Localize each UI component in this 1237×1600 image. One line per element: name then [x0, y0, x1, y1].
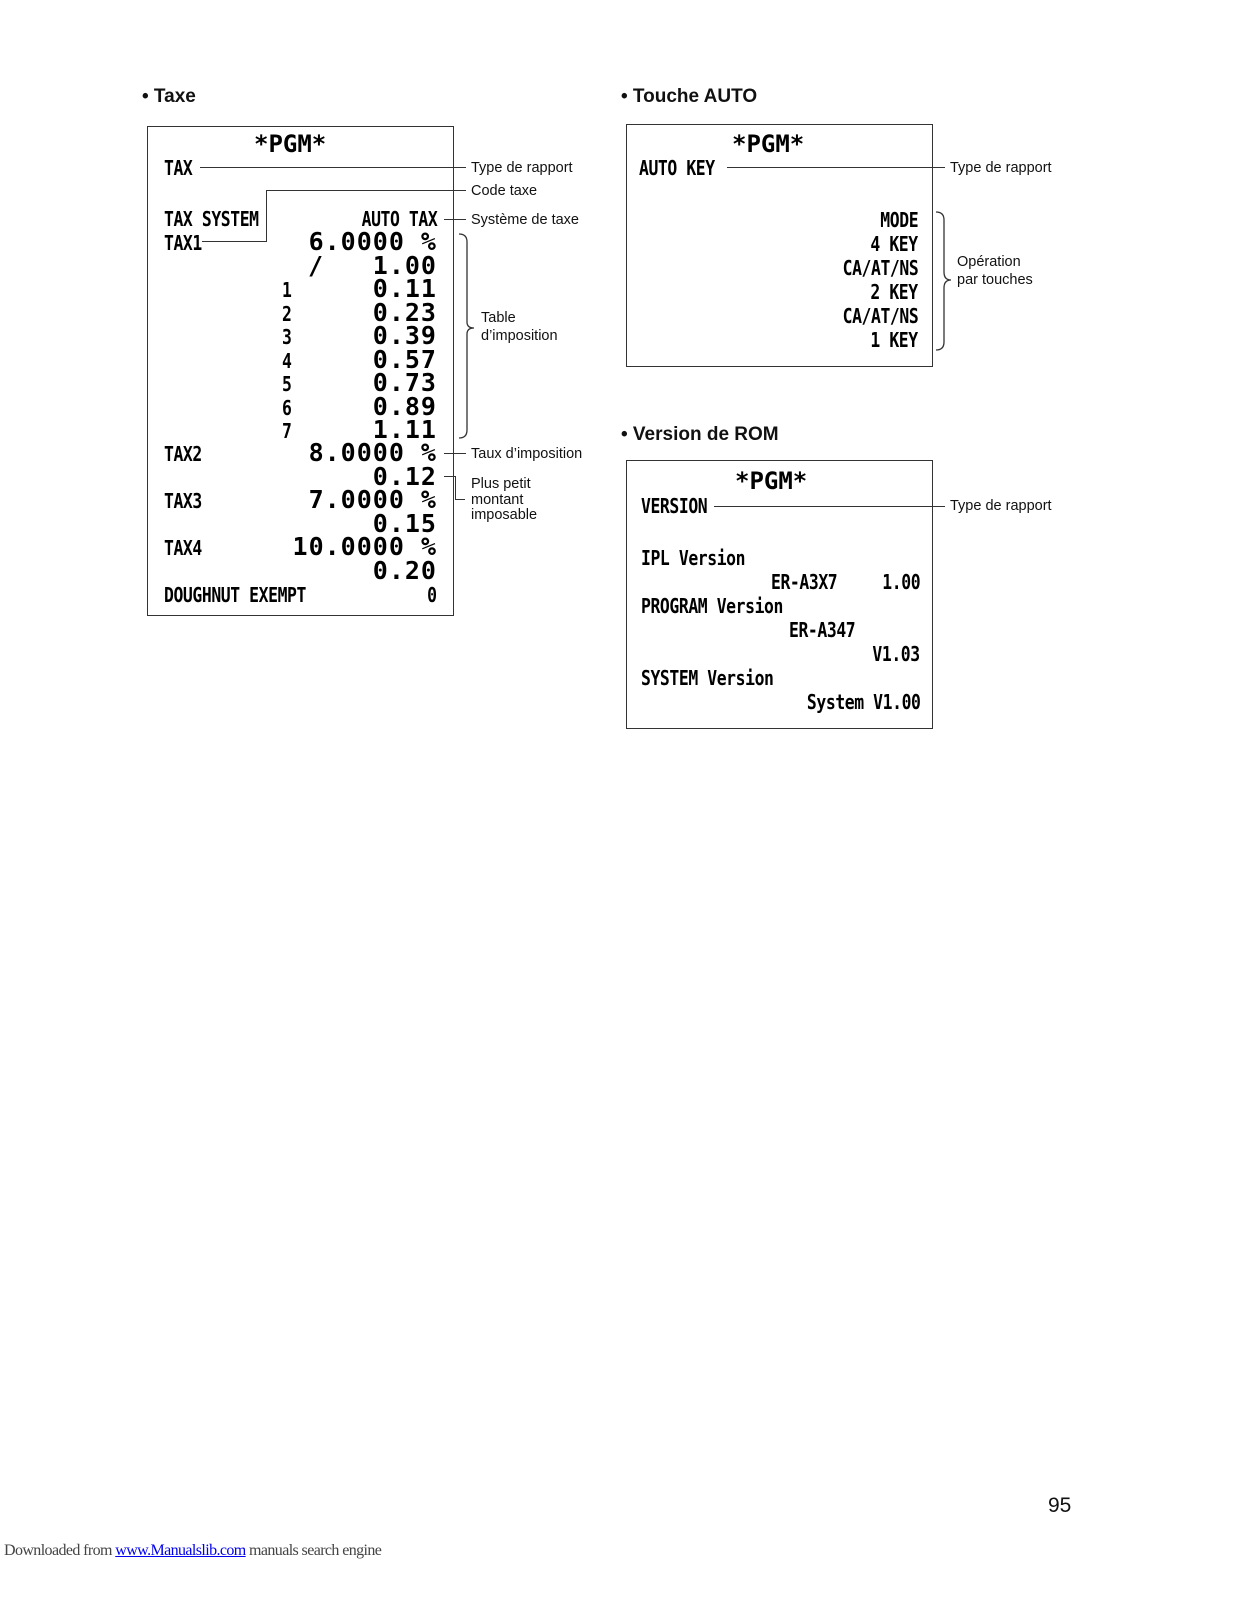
rom-version-receipt	[626, 460, 933, 729]
tax-table-index: 7	[282, 419, 292, 443]
tax3-min-amount: 0.15	[372, 509, 437, 538]
tax-rate-annotation: Taux d’imposition	[471, 446, 583, 462]
download-footer	[4, 1542, 381, 1560]
tax-table-value: 0.89	[372, 392, 437, 421]
tax2-min-amount: 0.12	[372, 462, 437, 491]
system-version-value: System V1.00	[806, 690, 920, 714]
page-number: 95	[1048, 1494, 1072, 1517]
tax-table-value: 1.11	[372, 415, 437, 444]
system-version-label: SYSTEM Version	[641, 666, 774, 690]
min-amount-bracket-v	[455, 476, 456, 500]
tax-table-index: 5	[282, 372, 292, 396]
program-version-label: PROGRAM Version	[641, 594, 783, 618]
tax-table-value: 0.73	[372, 368, 437, 397]
tax1-table-start: 1.00	[372, 251, 437, 280]
doughnut-exempt-label: DOUGHNUT EXEMPT	[164, 583, 306, 607]
tax3-rate: 7.0000 %	[308, 485, 437, 514]
tax4-label: TAX4	[164, 536, 202, 560]
auto-key-line: 1 KEY	[870, 328, 918, 352]
tax-receipt	[147, 126, 454, 616]
tax4-rate: 10.0000 %	[292, 532, 437, 561]
tax-code-leader-v	[266, 190, 267, 242]
auto-key-line: CA/AT/NS	[842, 304, 918, 328]
min-amount-annotation-line2: montant	[471, 492, 524, 508]
tax-code-annotation: Code taxe	[471, 183, 538, 199]
tax-system-leader	[444, 219, 466, 220]
auto-key-receipt	[626, 124, 933, 367]
tax-table-index: 3	[282, 325, 292, 349]
tax3-label: TAX3	[164, 489, 202, 513]
tax-pgm-header: *PGM*	[254, 130, 327, 158]
min-amount-bracket-bottom	[455, 499, 465, 500]
auto-key-line: CA/AT/NS	[842, 256, 918, 280]
auto-key-line: 4 KEY	[870, 232, 918, 256]
program-version-value: V1.03	[872, 642, 920, 666]
tax-table-annotation-line1: Table	[481, 310, 516, 326]
tax-table-index: 1	[282, 278, 292, 302]
footer-suffix: manuals search engine	[245, 1542, 382, 1559]
auto-key-report-type-annotation: Type de rapport	[950, 160, 1052, 176]
rom-version-report-type-leader	[714, 506, 945, 507]
tax-table-index: 2	[282, 302, 292, 326]
auto-key-line: 2 KEY	[870, 280, 918, 304]
tax-report-type-leader	[200, 167, 466, 168]
tax-report-name: TAX	[164, 156, 193, 180]
program-version-model: ER-A347	[789, 618, 856, 642]
ipl-version-model: ER-A3X7	[771, 570, 838, 594]
tax-table-value: 0.39	[372, 321, 437, 350]
rom-version-report-name: VERSION	[641, 494, 708, 518]
auto-key-report-type-leader	[727, 167, 945, 168]
tax-report-type-annotation: Type de rapport	[471, 160, 573, 176]
tax-system-annotation: Système de taxe	[471, 212, 579, 228]
tax-table-index: 4	[282, 349, 292, 373]
manualslib-link[interactable]: www.Manualslib.com	[115, 1542, 246, 1559]
auto-key-line: MODE	[880, 208, 918, 232]
tax2-label: TAX2	[164, 442, 202, 466]
ipl-version-label: IPL Version	[641, 546, 746, 570]
tax1-rate: 6.0000 %	[308, 227, 437, 256]
tax-system-value: AUTO TAX	[361, 207, 437, 231]
tax-table-value: 0.57	[372, 345, 437, 374]
auto-key-report-name: AUTO KEY	[639, 156, 715, 180]
tax-section-heading: • Taxe	[142, 86, 196, 107]
tax1-slash: /	[308, 251, 325, 280]
tax-system-label: TAX SYSTEM	[164, 207, 259, 231]
auto-key-operation-annotation-line1: Opération	[957, 254, 1021, 270]
tax-code-leader-h2	[202, 241, 267, 242]
tax-table-index: 6	[282, 396, 292, 420]
tax-table-value: 0.11	[372, 274, 437, 303]
doughnut-exempt-value: 0	[427, 583, 437, 607]
tax-table-annotation-line2: d’imposition	[481, 328, 558, 344]
min-amount-annotation-line1: Plus petit	[471, 476, 531, 492]
tax4-min-amount: 0.20	[372, 556, 437, 585]
auto-key-operation-brace	[934, 210, 958, 352]
min-amount-annotation-line3: imposable	[471, 507, 538, 523]
tax-rate-leader	[444, 453, 466, 454]
rom-version-pgm-header: *PGM*	[735, 467, 808, 495]
tax-code-leader-h1	[266, 190, 466, 191]
tax-table-brace	[456, 232, 480, 440]
footer-prefix: Downloaded from	[4, 1542, 116, 1559]
tax2-rate: 8.0000 %	[308, 438, 437, 467]
auto-key-operation-annotation-line2: par touches	[957, 272, 1033, 288]
auto-key-section-heading: • Touche AUTO	[621, 86, 758, 107]
tax1-label: TAX1	[164, 231, 202, 255]
tax-table-value: 0.23	[372, 298, 437, 327]
ipl-version-value: 1.00	[882, 570, 920, 594]
auto-key-pgm-header: *PGM*	[732, 130, 805, 158]
rom-version-report-type-annotation: Type de rapport	[950, 498, 1052, 514]
rom-version-section-heading: • Version de ROM	[621, 424, 779, 445]
